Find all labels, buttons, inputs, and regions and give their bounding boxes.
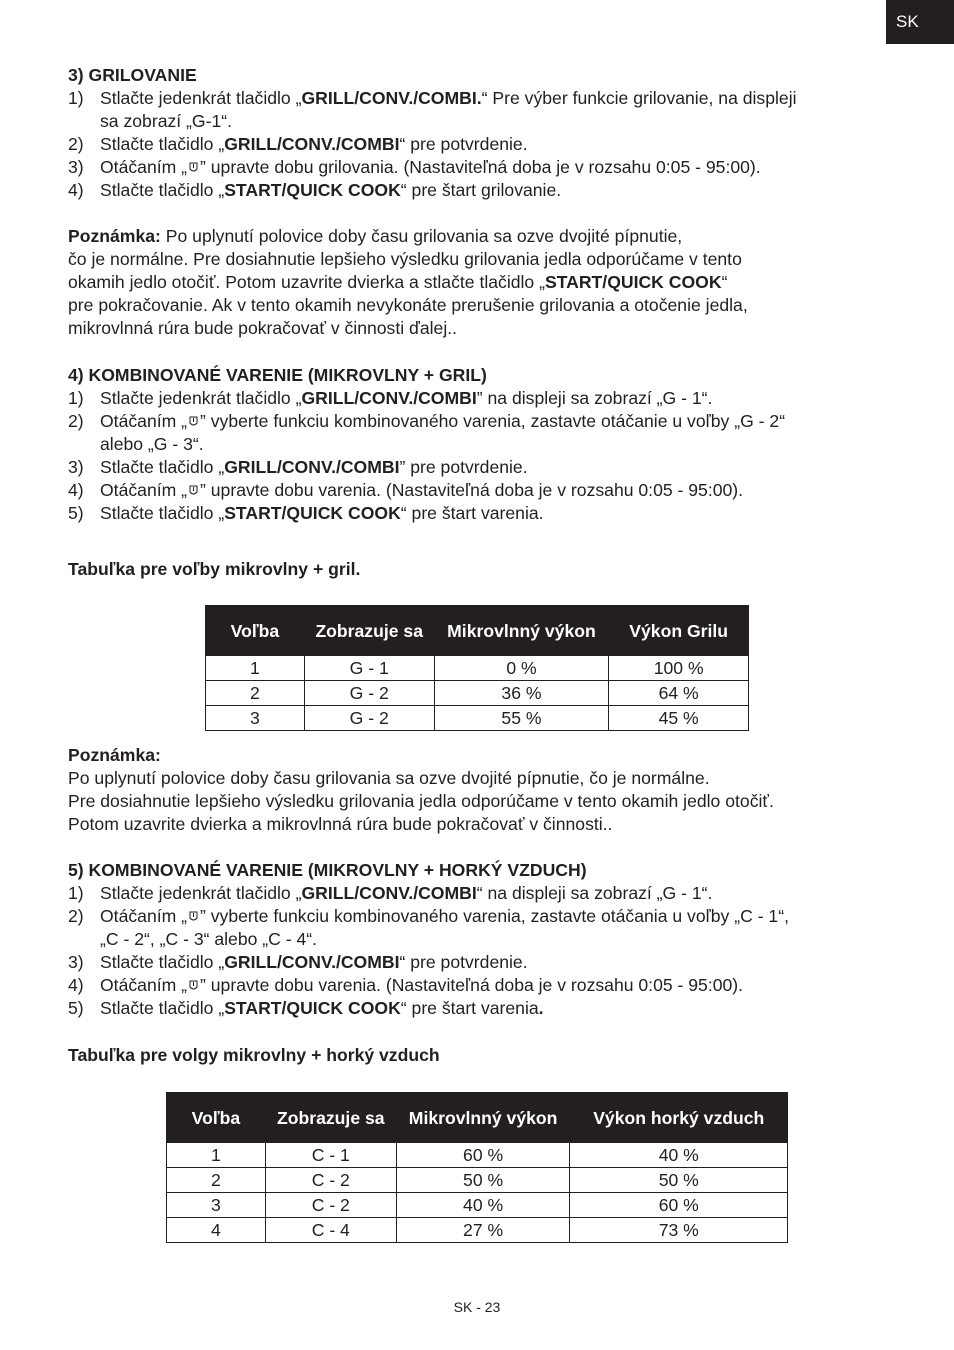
rotary-knob-icon [188,161,199,174]
page-number: SK - 23 [453,1299,501,1315]
note-label: Poznámka: [68,226,161,246]
step-number: 1) [68,88,84,108]
table-header: Zobrazuje sa [304,606,434,656]
table-row: 3 C - 2 40 % 60 % [167,1193,788,1218]
rotary-knob-icon [188,415,199,428]
step-text: Stlačte jedenkrát tlačidlo „ [100,88,302,108]
rotary-knob-icon [188,979,199,992]
section-4-title: 4) KOMBINOVANÉ VARENIE (MIKROVLNY + GRIL) [68,365,487,385]
s3-note-line: čo je normálne. Pre dosiahnutie lepšieho výsledku grilovania jedla odporúčame v tento [68,249,742,269]
button-name: GRILL/CONV./COMBI. [301,88,482,108]
s4-note-label: Poznámka: [68,745,161,765]
rotary-knob-icon [188,910,199,923]
table-header: Zobrazuje sa [265,1093,396,1143]
s3-note: Poznámka: Po uplynutí polovice doby času grilovania sa ozve dvojité pípnutie, [68,226,683,246]
table-row: 2 G - 2 36 % 64 % [206,681,749,706]
table-row: 1 C - 1 60 % 40 % [167,1143,788,1168]
table-1-title: Tabuľka pre voľby mikrovlny + gril. [68,559,361,579]
s4-note-line: Po uplynutí polovice doby času grilovania sa ozve dvojité pípnutie, čo je normálne. [68,768,710,788]
table-header: Výkon horký vzduch [570,1093,788,1143]
table-row: 2 C - 2 50 % 50 % [167,1168,788,1193]
table-header: Výkon Grilu [609,606,749,656]
language-tab [886,0,954,44]
table-header: Mikrovlnný výkon [396,1093,570,1143]
section-5-title: 5) KOMBINOVANÉ VARENIE (MIKROVLNY + HORKÝ VZDUCH) [68,860,587,880]
s3-note-line: okamih jedlo otočiť. Potom uzavrite dvierka a stlačte tlačidlo „START/QUICK COOK“ [68,272,728,292]
table-row: 4 C - 4 27 % 73 % [167,1218,788,1243]
table-header: Voľba [167,1093,266,1143]
rotary-knob-icon [188,484,199,497]
step-text: “ Pre výber funkcie grilovanie, na displeji [481,88,797,108]
s3-note-line: mikrovlnná rúra bude pokračovať v činnosti ďalej.. [68,318,458,338]
table-row: 3 G - 2 55 % 45 % [206,706,749,731]
table-row: 1 G - 1 0 % 100 % [206,656,749,681]
microwave-hot-air-table [166,1092,788,1243]
table-header: Voľba [206,606,305,656]
table-header-row [206,606,749,656]
s4-note-line: Pre dosiahnutie lepšieho výsledku grilovania jedla odporúčame v tento okamih jedlo otočiť. [68,791,774,811]
s4-note-line: Potom uzavrite dvierka a mikrovlnná rúra bude pokračovať v činnosti.. [68,814,613,834]
microwave-grill-table [205,605,749,731]
section-3-title: 3) GRILOVANIE [68,65,197,85]
table-2-title: Tabuľka pre volgy mikrovlny + horký vzduch [68,1045,440,1065]
language-code: SK [896,12,919,31]
s3-note-line: pre pokračovanie. Ak v tento okamih nevykonáte prerušenie grilovania a otočenie jedla, [68,295,748,315]
table-header-row [167,1093,788,1143]
table-header: Mikrovlnný výkon [434,606,609,656]
